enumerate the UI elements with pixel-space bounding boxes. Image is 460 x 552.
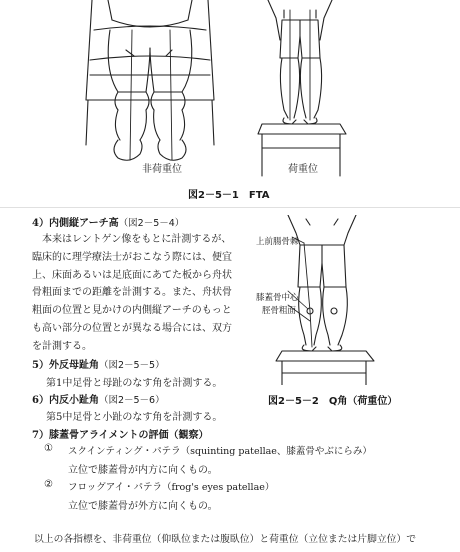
annotation-tibial-tuberosity: 脛骨粗面 [262,306,297,316]
list-item-1-title: スクインティング・パテラ（squinting patellae、膝蓋骨やぶにらみ） [68,446,372,457]
list-item-2-desc: 立位で膝蓋骨が外方に向くもの。 [68,501,218,512]
section-4-heading [32,214,184,229]
section-4-title: 4）内側縦アーチ高 [32,218,119,229]
section-5-text: 第1中足骨と母趾のなす角を計測する。 [46,378,223,389]
annotation-patella-center: 膝蓋骨中心 [256,293,299,303]
paragraph-line: 骨粗面までの距離を計測する。また、舟状骨 [32,287,232,299]
section-6-heading [32,391,165,406]
section-5-heading [32,356,165,371]
paragraph-line: 本来はレントゲン像をもとに計測するが、 [42,234,232,245]
section-4-ref: （図2－5－4） [118,218,185,229]
annotation-asis: 上前腸骨棘 [256,237,299,247]
footer-line: 以上の各指標を、非荷重位（仰臥位または腹臥位）と荷重位（立位または片脚立位）で [34,534,417,545]
section-7-heading: 7）膝蓋骨アライメントの評価（観察） [32,430,209,441]
seated-figure-illustration [0,0,460,180]
paragraph-line: を計測する。 [32,340,92,352]
paragraph-line: 粗面の位置と見かけの内側縦アーチのもっと [32,305,232,317]
figure-label-non-weight-bearing: 非荷重位 [142,164,182,175]
figure-caption-q-angle: 図2－5－2 Q角（荷重位） [268,396,398,407]
page-divider [0,207,460,208]
paragraph-line: 上、床面あるいは足底面にあてた板から舟状 [32,269,232,281]
paragraph-line: も高い部分の位置とが異なる場合には、双方 [32,322,232,334]
section-5-title: 5）外反母趾角 [32,360,99,371]
section-4-paragraph [32,231,232,356]
list-item-1-number: ① [44,443,53,454]
section-6-text: 第5中足骨と小趾のなす角を計測する。 [46,412,223,423]
section-5-ref: （図2－5－5） [98,360,165,371]
section-6-ref: （図2－5－6） [98,395,165,406]
list-item-2-title: フロッグアイ・パテラ（frog's eyes patellae） [68,482,275,493]
figure-caption-fta: 図2－5－1 FTA [188,190,270,201]
section-6-title: 6）内反小趾角 [32,395,99,406]
list-item-1-desc: 立位で膝蓋骨が内方に向くもの。 [68,465,218,476]
paragraph-line: 臨床的に理学療法士がおこなう際には、便宜 [32,251,232,263]
list-item-2-number: ② [44,479,53,490]
figure-label-weight-bearing: 荷重位 [288,164,318,175]
